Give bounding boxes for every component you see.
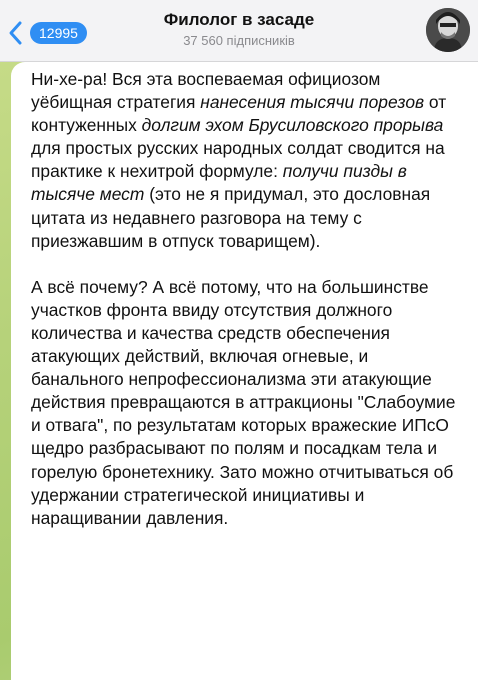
italic-segment: нанесения тысячи порезов [200,92,425,113]
italic-segment: долгим эхом Брусиловского прорыва [141,115,444,136]
message-paragraph-2: А всё почему? А всё потому, что на большинстве участков фронта ввиду отсутствия должного количества и качества средств обеспечения атакующих действий, включая огневые, и банального непрофессионализма эти атакующие действия превращаются в аттракционы "Слабоумие и отвага", по результатам которых вражеские ИПсО щедро разбрасывают по полям и посадкам тела и горелую бронетехнику. Зато можно отчитываться об удержании стратегической инициативы и наращивании давления. [31,276,456,528]
message-text [31,68,464,530]
message-paragraph-1 [31,68,464,253]
text-segment: Ни-хе-ра! Вся эта воспеваемая официозом уёбищная стратегия [31,69,381,113]
message-bubble [11,62,478,680]
channel-avatar[interactable] [426,8,470,52]
text-segment: (это не я придумал, это дословная цитата из недавнего разговора на тему с приезжавшим в отпуск товарищем). [31,184,431,251]
channel-info[interactable] [0,10,478,49]
chat-header [0,0,478,62]
avatar-image [426,8,470,52]
text-segment: для простых русских народных солдат сводится на практике к нехитрой формуле: [31,138,445,182]
subscriber-count: 37 560 підписників [183,33,295,48]
text-segment: от контуженных [31,92,447,136]
unread-count-badge: 12995 [30,22,87,44]
italic-segment: получи пизды в тысяче мест [31,161,407,205]
channel-title: Филолог в засаде [163,10,315,29]
